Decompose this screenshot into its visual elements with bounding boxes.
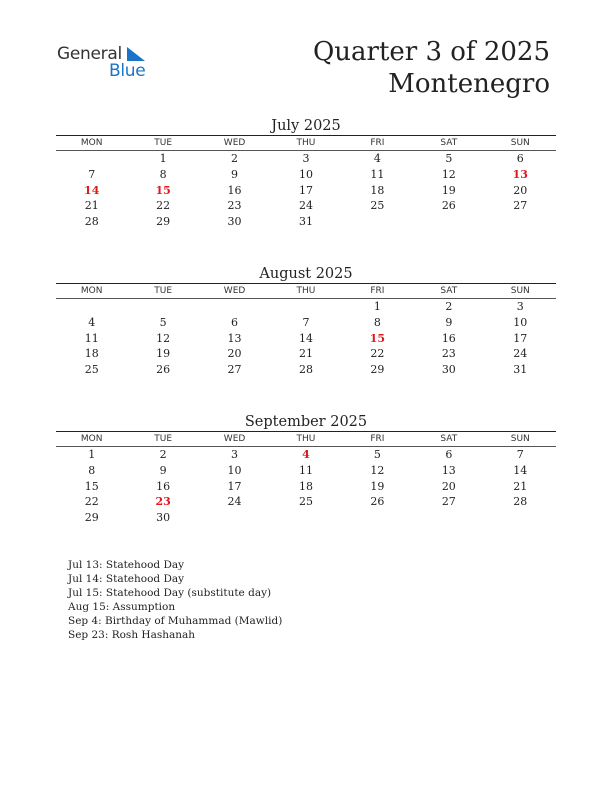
weekday-header: SUN [485,432,556,447]
day-cell: 5 [373,448,381,461]
day-cell: 5 [159,315,167,329]
weekday-header: FRI [342,432,413,447]
day-cell: 17 [298,183,313,197]
day-cell: 10 [513,315,528,329]
day-cell: 20 [513,183,528,197]
empty-day-cell [56,151,127,167]
empty-day-cell [270,510,341,526]
day-cell: 25 [298,495,313,509]
day-cell: 27 [513,199,528,213]
day-cell: 25 [370,199,385,213]
day-cell: 15 [369,331,386,345]
day-cell: 26 [441,199,456,213]
holiday-item: Jul 13: Statehood Day [68,559,185,571]
day-cell: 28 [513,495,528,509]
day-cell: 11 [84,331,99,345]
day-cell: 28 [298,363,313,376]
week-row [56,331,556,347]
day-cell: 6 [231,315,239,329]
calendar-grid [56,431,556,526]
day-cell: 2 [159,448,167,461]
weekday-header: TUE [127,284,198,299]
month-september [56,413,556,526]
weekday-header: TUE [127,136,198,151]
week-row [56,198,556,214]
weekday-header: MON [56,432,127,447]
day-cell: 1 [373,300,381,313]
weekday-header: SAT [413,136,484,151]
day-cell: 24 [227,495,242,509]
day-cell: 27 [227,363,242,376]
day-cell: 9 [159,463,167,477]
day-cell: 11 [370,167,385,181]
day-cell: 1 [88,448,96,461]
month-title: July 2025 [271,118,341,134]
day-cell: 31 [513,363,528,376]
day-cell: 18 [298,479,313,493]
day-cell: 19 [441,183,456,197]
day-cell: 23 [155,495,171,509]
day-cell: 7 [516,448,524,461]
day-cell: 21 [84,199,99,213]
week-row [56,151,556,167]
day-cell: 21 [298,347,313,361]
week-row [56,479,556,495]
day-cell: 6 [516,152,524,165]
weekday-header: WED [199,432,270,447]
week-row [56,346,556,362]
day-cell: 9 [231,167,239,181]
page-title [313,36,550,100]
month-august [56,265,556,378]
empty-day-cell [342,510,413,526]
holiday-item: Aug 15: Assumption [68,601,176,613]
weekday-header: FRI [342,136,413,151]
day-cell: 4 [373,152,381,165]
day-cell: 26 [156,363,171,376]
day-cell: 26 [370,495,385,509]
day-cell: 22 [370,347,385,361]
day-cell: 22 [156,199,171,213]
empty-day-cell [485,214,556,230]
empty-day-cell [199,510,270,526]
day-cell: 4 [302,448,310,461]
day-cell: 23 [441,347,456,361]
week-row [56,167,556,183]
month-july [56,117,556,230]
day-cell: 7 [88,167,96,181]
empty-day-cell [56,299,127,315]
country-title: Montenegro [388,69,550,99]
day-cell: 13 [512,167,528,181]
day-cell: 30 [227,215,242,228]
day-cell: 12 [156,331,171,345]
day-cell: 5 [445,152,453,165]
day-cell: 20 [441,479,456,493]
day-cell: 6 [445,448,453,461]
logo-text-general: General [57,44,122,64]
week-row [56,494,556,510]
weekday-header: THU [270,432,341,447]
empty-day-cell [199,299,270,315]
day-cell: 29 [84,511,99,524]
day-cell: 3 [231,448,239,461]
day-cell: 8 [159,167,167,181]
day-cell: 20 [227,347,242,361]
day-cell: 1 [159,152,167,165]
empty-day-cell [413,510,484,526]
day-cell: 17 [227,479,242,493]
week-row [56,299,556,315]
empty-day-cell [127,299,198,315]
holiday-item: Jul 14: Statehood Day [68,573,185,585]
day-cell: 30 [441,363,456,376]
day-cell: 25 [84,363,99,376]
empty-day-cell [342,214,413,230]
weekday-header: SUN [485,136,556,151]
weekday-header: WED [199,136,270,151]
day-cell: 28 [84,215,99,228]
week-row [56,183,556,199]
weekday-header: TUE [127,432,198,447]
holiday-list [68,558,282,642]
day-cell: 9 [445,315,453,329]
day-cell: 12 [441,167,456,181]
day-cell: 14 [84,183,100,197]
weekday-header: SAT [413,432,484,447]
day-cell: 10 [298,167,313,181]
week-row [56,214,556,230]
logo-text-blue: Blue [109,61,146,81]
empty-day-cell [270,299,341,315]
day-cell: 15 [84,479,99,493]
day-cell: 4 [88,315,96,329]
week-row [56,362,556,378]
week-row [56,315,556,331]
day-cell: 16 [227,183,242,197]
day-cell: 2 [445,300,453,313]
weekday-header-row [56,432,556,447]
day-cell: 8 [88,463,96,477]
day-cell: 15 [155,183,171,197]
calendar-grid [56,135,556,230]
weekday-header: FRI [342,284,413,299]
day-cell: 27 [441,495,456,509]
day-cell: 13 [227,331,242,345]
weekday-header-row [56,284,556,299]
day-cell: 17 [513,331,528,345]
day-cell: 18 [84,347,99,361]
week-row [56,447,556,463]
empty-day-cell [485,510,556,526]
week-row [56,463,556,479]
day-cell: 16 [156,479,171,493]
weekday-header: WED [199,284,270,299]
day-cell: 14 [513,463,528,477]
day-cell: 19 [370,479,385,493]
day-cell: 13 [441,463,456,477]
empty-day-cell [413,214,484,230]
day-cell: 8 [373,315,381,329]
quarter-title: Quarter 3 of 2025 [312,37,550,67]
day-cell: 16 [441,331,456,345]
day-cell: 29 [156,215,171,228]
week-row [56,510,556,526]
day-cell: 23 [227,199,242,213]
weekday-header: MON [56,136,127,151]
day-cell: 24 [298,199,313,213]
weekday-header: THU [270,284,341,299]
day-cell: 11 [298,463,313,477]
day-cell: 12 [370,463,385,477]
holiday-item: Sep 4: Birthday of Muhammad (Mawlid) [68,615,283,627]
holiday-item: Sep 23: Rosh Hashanah [68,629,196,641]
day-cell: 14 [298,331,313,345]
day-cell: 3 [516,300,524,313]
day-cell: 30 [156,511,171,524]
day-cell: 7 [302,315,310,329]
day-cell: 2 [231,152,239,165]
day-cell: 22 [84,495,99,509]
day-cell: 19 [156,347,171,361]
day-cell: 21 [513,479,528,493]
day-cell: 3 [302,152,310,165]
weekday-header: SUN [485,284,556,299]
day-cell: 31 [298,215,313,228]
holiday-item: Jul 15: Statehood Day (substitute day) [68,587,272,599]
weekday-header: MON [56,284,127,299]
weekday-header: THU [270,136,341,151]
day-cell: 29 [370,363,385,376]
day-cell: 10 [227,463,242,477]
weekday-header-row [56,136,556,151]
calendar-grid [56,283,556,378]
day-cell: 24 [513,347,528,361]
day-cell: 18 [370,183,385,197]
generalblue-logo [57,42,157,82]
month-title: August 2025 [259,266,353,282]
weekday-header: SAT [413,284,484,299]
month-title: September 2025 [244,414,368,430]
